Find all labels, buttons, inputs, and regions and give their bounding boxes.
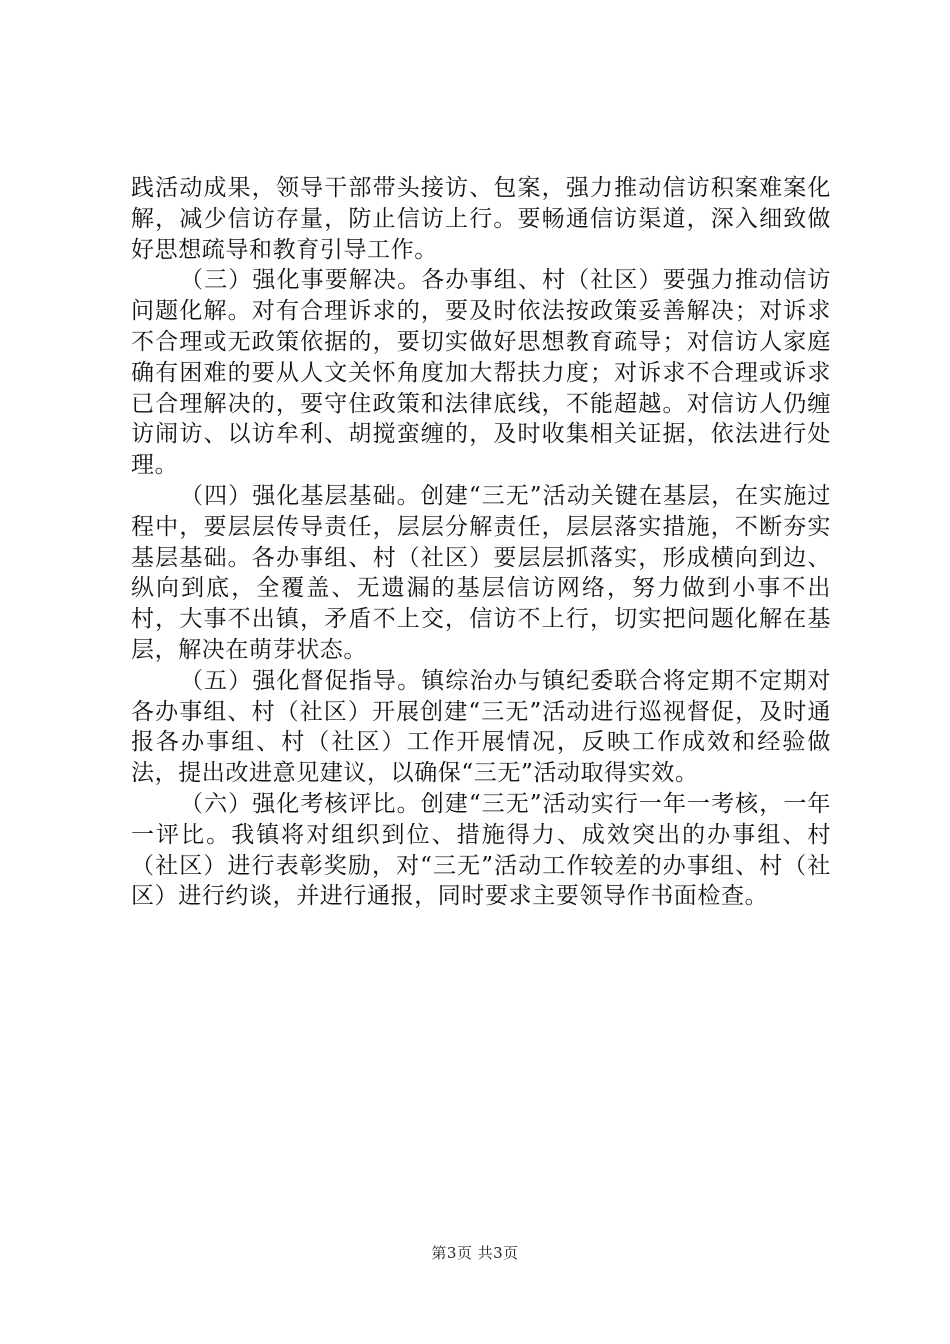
paragraph-continuation: 践活动成果，领导干部带头接访、包案，强力推动信访积案难案化解，减少信访存量，防止信访上行。要畅通信访渠道，深入细致做好思想疏导和教育引导工作。 (131, 175, 831, 263)
document-body (131, 173, 831, 912)
paragraph-section-3: （三）强化事要解决。各办事组、村（社区）要强力推动信访问题化解。对有合理诉求的，要及时依法按政策妥善解决；对诉求不合理或无政策依据的，要切实做好思想教育疏导；对信访人家庭确有困难的要从人文关怀角度加大帮扶力度；对诉求不合理或诉求已合理解决的，要守住政策和法律底线，不能超越。对信访人仍缠访闹访、以访牟利、胡搅蛮缠的，及时收集相关证据，依法进行处理。 (131, 267, 831, 479)
paragraph-section-4: （四）强化基层基础。创建“三无”活动关键在基层，在实施过程中，要层层传导责任，层层分解责任，层层落实措施，不断夯实基层基础。各办事组、村（社区）要层层抓落实，形成横向到边、纵向到底，全覆盖、无遗漏的基层信访网络，努力做到小事不出村，大事不出镇，矛盾不上交，信访不上行，切实把问题化解在基层，解决在萌芽状态。 (131, 482, 831, 663)
paragraph-section-6: （六）强化考核评比。创建“三无”活动实行一年一考核，一年一评比。我镇将对组织到位、措施得力、成效突出的办事组、村（社区）进行表彰奖励，对“三无”活动工作较差的办事组、村（社区）进行约谈，并进行通报，同时要求主要领导作书面检查。 (131, 790, 831, 910)
page-number-footer: 第3页 共3页 (431, 1244, 519, 1262)
paragraph-section-5: （五）强化督促指导。镇综治办与镇纪委联合将定期不定期对各办事组、村（社区）开展创建“三无”活动进行巡视督促，及时通报各办事组、村（社区）工作开展情况，反映工作成效和经验做法，提出改进意见建议，以确保“三无”活动取得实效。 (131, 667, 831, 787)
